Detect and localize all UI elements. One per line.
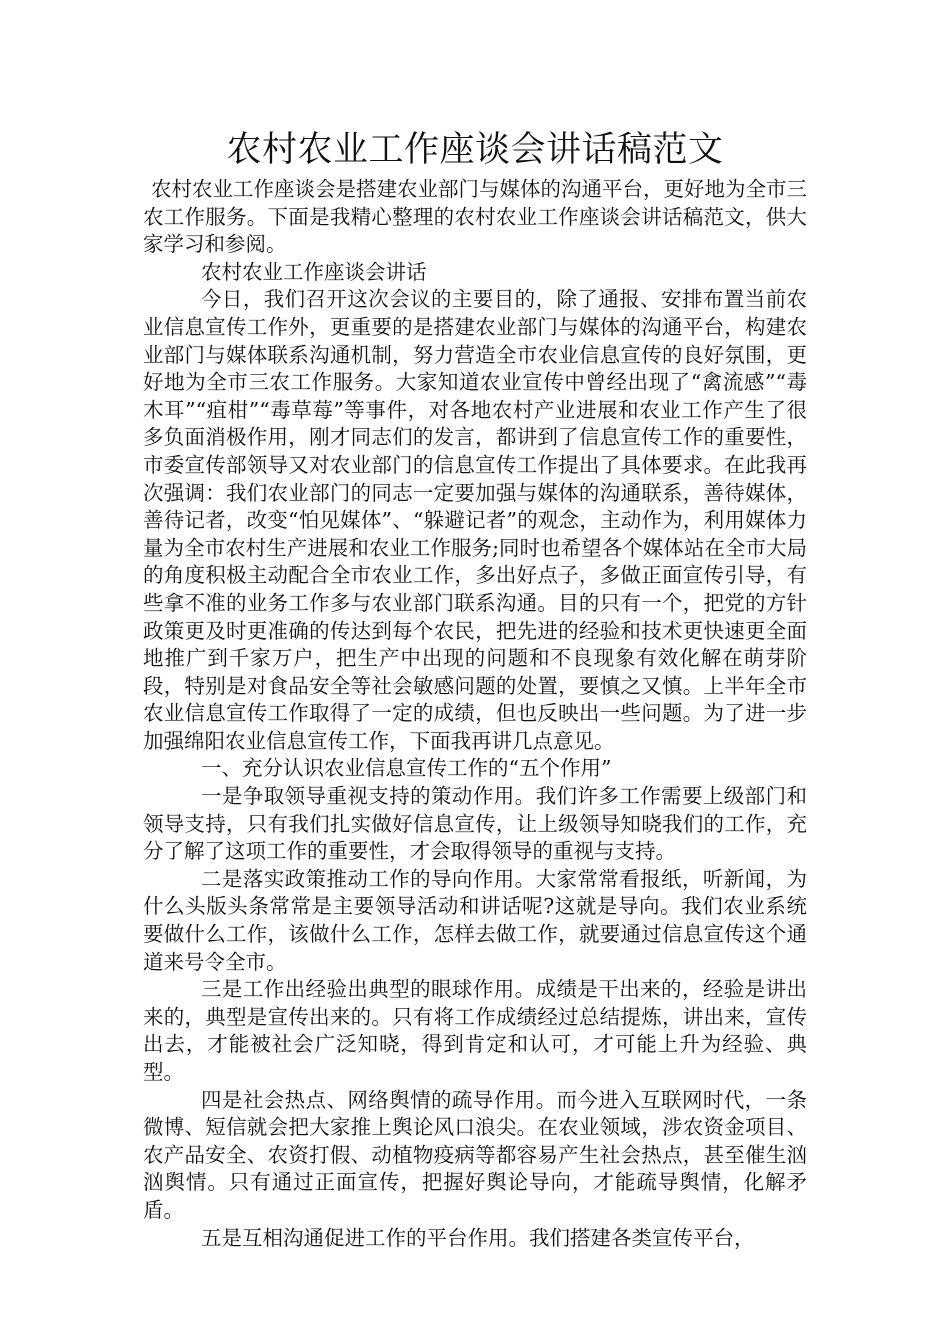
point-1-paragraph: 一是争取领导重视支持的策动作用。我们许多工作需要上级部门和领导支持，只有我们扎实做好信息宣传，让上级领导知晓我们的工作，充分了解了这项工作的重要性，才会取得领导的重视与支持。	[143, 784, 807, 864]
section-1-heading: 一、充分认识农业信息宣传工作的“五个作用”	[201, 756, 612, 781]
point-3-paragraph: 三是工作出经验出典型的眼球作用。成绩是干出来的，经验是讲出来的，典型是宣传出来的。只有将工作成绩经过总结提炼，讲出来，宣传出去，才能被社会广泛知晓，得到肯定和认可，才可能上升为经验、典型。	[143, 977, 807, 1084]
point-2-paragraph: 二是落实政策推动工作的导向作用。大家常常看报纸，听新闻，为什么头版头条常常是主要领导活动和讲话呢?这就是导向。我们农业系统要做什么工作，该做什么工作，怎样去做工作，就要通过信息宣传这个通道来号令全市。	[143, 866, 807, 974]
document-title: 农村农业工作座谈会讲话稿范文	[226, 130, 724, 170]
point-5-paragraph: 五是互相沟通促进工作的平台作用。我们搭建各类宣传平台，	[201, 1225, 755, 1250]
opening-paragraph: 今日，我们召开这次会议的主要目的，除了通报、安排布置当前农业信息宣传工作外，更重要的是搭建农业部门与媒体的沟通平台，构建农业部门与媒体联系沟通机制，努力营造全市农业信息宣传的良好氛围，更好地为全市三农工作服务。大家知道农业宣传中曾经出现了“禽流感”“毒木耳”“疽柑”“毒草莓”等事件，对各地农村产业进展和农业工作产生了很多负面消极作用，刚才同志们的发言，都讲到了信息宣传工作的重要性，市委宣传部领导又对农业部门的信息宣传工作提出了具体要求。在此我再次强调：我们农业部门的同志一定要加强与媒体的沟通联系，善待媒体，善待记者，改变“怕见媒体”、“躲避记者”的观念，主动作为，利用媒体力量为全市农村生产进展和农业工作服务;同时也希望各个媒体站在全市大局的角度积极主动配合全市农业工作，多出好点子，多做正面宣传引导，有些拿不准的业务工作多与农业部门联系沟通。目的只有一个，把党的方针政策更及时更准确的传达到每个农民，把先进的经验和技术更快速更全面地推广到千家万户，把生产中出现的问题和不良现象有效化解在萌芽阶段，特别是对食品安全等社会敏感问题的处置，要慎之又慎。上半年全市农业信息宣传工作取得了一定的成绩，但也反映出一些问题。为了进一步加强绵阳农业信息宣传工作，下面我再讲几点意见。	[143, 287, 807, 753]
intro-paragraph: 农村农业工作座谈会是搭建农业部门与媒体的沟通平台，更好地为全市三农工作服务。下面是我精心整理的农村农业工作座谈会讲话稿范文，供大家学习和参阅。	[143, 177, 807, 257]
speech-heading: 农村农业工作座谈会讲话	[201, 259, 427, 284]
point-4-paragraph: 四是社会热点、网络舆情的疏导作用。而今进入互联网时代，一条微博、短信就会把大家推上舆论风口浪尖。在农业领域，涉农资金项目、农产品安全、农资打假、动植物疫病等都容易产生社会热点，甚至催生汹汹舆情。只有通过正面宣传，把握好舆论导向，才能疏导舆情，化解矛盾。	[143, 1087, 807, 1222]
document-page	[143, 128, 807, 1252]
